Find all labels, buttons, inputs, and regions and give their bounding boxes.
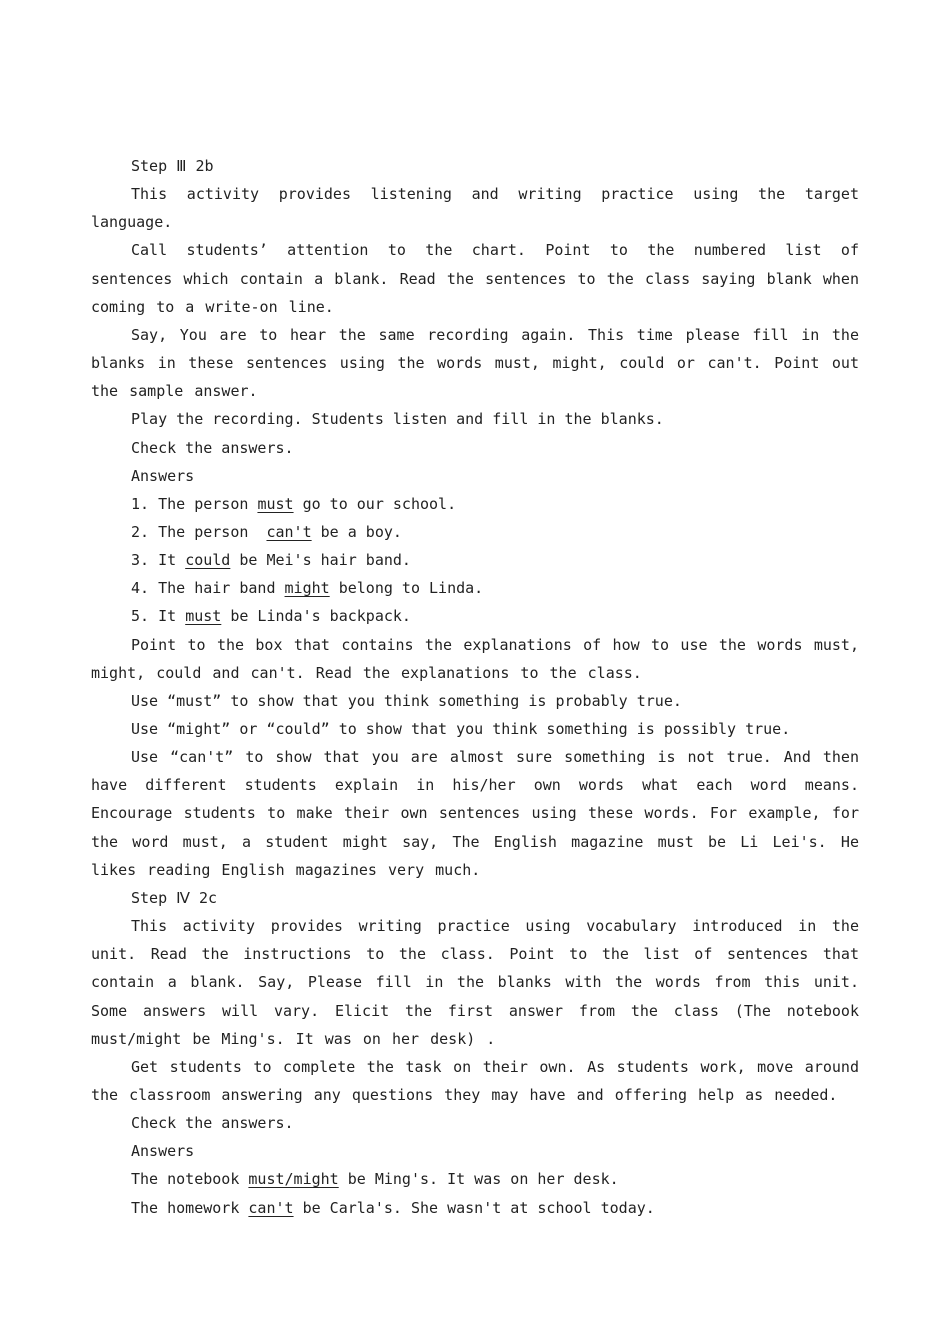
answer-word: can't bbox=[266, 522, 312, 541]
step-heading: Step Ⅲ 2b bbox=[131, 157, 214, 175]
answer-line: The notebook must/might be Ming's. It was on her desk. bbox=[131, 1170, 619, 1189]
paragraph: Get students to complete the task on their own. As students work, move around the classroom answering any questions they may have and offering help as needed. bbox=[91, 1057, 859, 1104]
paragraph: Use “must” to show that you think something is probably true. bbox=[131, 691, 682, 710]
paragraph: This activity provides listening and writing practice using the target language. bbox=[91, 185, 859, 232]
paragraph: Check the answers. bbox=[131, 1114, 294, 1133]
step-heading: Step Ⅳ 2c bbox=[131, 888, 218, 907]
answers-label: Answers bbox=[131, 1142, 195, 1161]
answers-label: Answers bbox=[131, 466, 195, 485]
answer-word: might bbox=[284, 579, 330, 598]
paragraph: This activity provides writing practice using vocabulary introduced in the unit. Read the instructions to the class. Point to the list of sentences that contain a blank. Say, Please fill in the blanks with the words from this unit. Some answers will vary. Elicit the first answer from the class (The notebook must/might be Ming's. It was on her desk) . bbox=[91, 917, 859, 1048]
answer-word: must/might bbox=[248, 1170, 339, 1189]
paragraph: Point to the box that contains the explanations of how to use the words must, might, could and can't. Read the explanations to the class. bbox=[91, 635, 859, 682]
paragraph: Use “might” or “could” to show that you think something is possibly true. bbox=[131, 719, 791, 738]
paragraph: Play the recording. Students listen and fill in the blanks. bbox=[131, 410, 664, 429]
answer-word: must bbox=[257, 494, 294, 513]
answer-line: 4. The hair band might belong to Linda. bbox=[131, 579, 484, 598]
answer-line: 3. It could be Mei's hair band. bbox=[131, 551, 411, 570]
document-page bbox=[91, 152, 859, 1222]
answer-line: 5. It must be Linda's backpack. bbox=[131, 607, 411, 626]
answer-word: could bbox=[185, 551, 231, 570]
paragraph: Call students’ attention to the chart. Point to the numbered list of sentences which contain a blank. Read the sentences to the class saying blank when coming to a write-on line. bbox=[91, 241, 859, 316]
answer-word: can't bbox=[248, 1198, 294, 1217]
answer-line: 1. The person must go to our school. bbox=[131, 494, 457, 513]
paragraph: Say, You are to hear the same recording again. This time please fill in the blanks in these sentences using the words must, might, could or can't. Point out the sample answer. bbox=[91, 325, 859, 401]
answer-line: The homework can't be Carla's. She wasn't at school today. bbox=[131, 1198, 655, 1217]
paragraph: Check the answers. bbox=[131, 438, 294, 457]
answer-line: 2. The person can't be a boy. bbox=[131, 522, 402, 541]
answer-word: must bbox=[185, 607, 222, 626]
paragraph: Use “can't” to show that you are almost sure something is not true. And then have different students explain in his/her own words what each word means. Encourage students to make their own sentences using these words. For example, for the word must, a student might say, The English magazine must be Li Lei's. He likes reading English magazines very much. bbox=[91, 748, 859, 879]
